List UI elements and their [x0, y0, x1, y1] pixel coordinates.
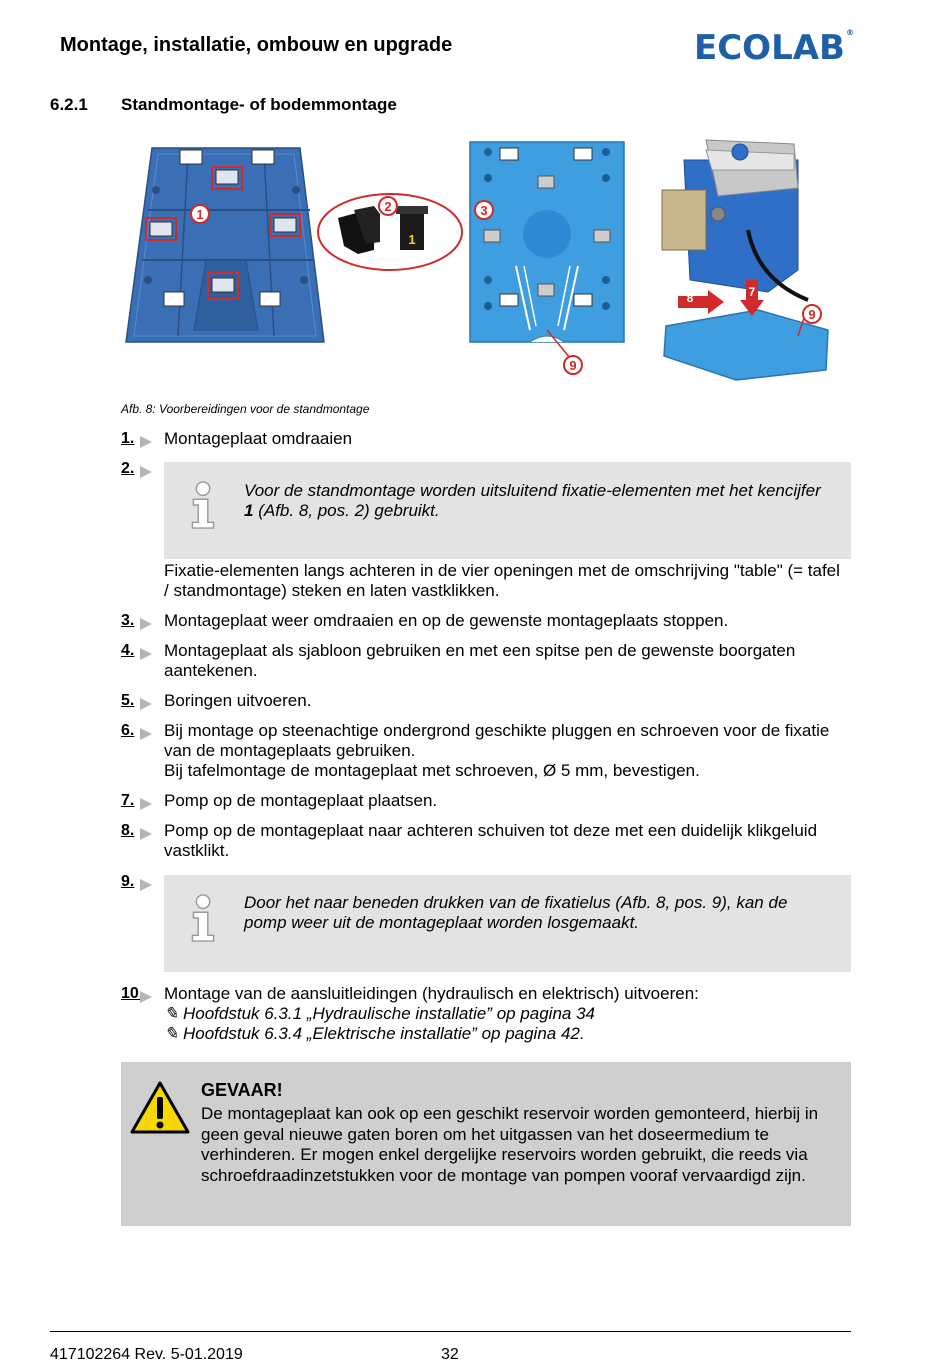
- section-number: 6.2.1: [50, 95, 88, 114]
- step-text: Pomp op de montageplaat naar achteren schuiven tot deze met een duidelijk klikgeluid vastklikt.: [164, 821, 818, 860]
- page-number: 32: [441, 1346, 459, 1363]
- ecolab-logo: ECOLAB®: [694, 28, 854, 68]
- step-text: Fixatie-elementen langs achteren in de vier openingen met de omschrijving "table" (= tafel / standmontage) steken en laten vastklikken.: [164, 561, 840, 600]
- callout-9-pump: 9: [808, 307, 816, 322]
- document-id: 417102264 Rev. 5-01.2019: [50, 1346, 243, 1363]
- link-icon: ✎: [164, 1004, 179, 1023]
- callout-7: 7: [748, 285, 756, 299]
- danger-text: De montageplaat kan ook op een geschikt reservoir worden gemonteerd, hierbij in geen geval nieuwe gaten boren om het uitgassen van het doseermedium te verhinderen. Er mogen enkel dergelijke reservoirs worden gebruikt, die reeds via schroefdraadinzetstukken voor de montage van pompen vooraf vervaardigd zijn.: [201, 1104, 819, 1185]
- step-text: Boringen uitvoeren.: [164, 691, 312, 710]
- figure-caption: Afb. 8: Voorbereidingen voor de standmontage: [121, 402, 370, 416]
- info-text: Door het naar beneden drukken van de fixatielus (Afb. 8, pos. 9), kan de pomp weer uit de montageplaat worden losgemaakt.: [244, 893, 788, 932]
- mounting-plate-front: [470, 142, 624, 374]
- step-text: Montageplaat omdraaien: [164, 429, 353, 448]
- step-number: 2.: [121, 460, 135, 477]
- step-text: Montage van de aansluitleidingen (hydraulisch en elektrisch) uitvoeren: ✎ Hoofdstuk 6.3.1 „Hydraulische installatie” op pagina 34 ✎ Hoofdstuk 6.3.4 „Elektrische installatie” op pagina 42.: [164, 984, 844, 1044]
- step-text: Bij montage op steenachtige ondergrond geschikte pluggen en schroeven voor de fixatie van de montageplaats gebruiken. Bij tafelmontage de montageplaat met schroeven, Ø 5 mm, bevestigen.: [164, 721, 830, 780]
- step-arrow-icon: [140, 648, 152, 660]
- step-arrow-icon: [140, 436, 152, 448]
- step-number: 1.: [121, 430, 135, 447]
- step-number: 3.: [121, 612, 135, 629]
- step-arrow-icon: [140, 618, 152, 630]
- step-arrow-icon: [140, 828, 152, 840]
- warning-triangle-icon: [129, 1080, 191, 1136]
- step-number: 10.: [121, 985, 144, 1002]
- callout-2: 2: [384, 199, 392, 214]
- step-arrow-icon: [140, 728, 152, 740]
- cross-reference-link[interactable]: ✎ Hoofdstuk 6.3.4 „Elektrische installatie” op pagina 42.: [164, 1024, 585, 1043]
- step-number: 5.: [121, 692, 135, 709]
- info-icon: [188, 480, 218, 530]
- info-icon: [188, 893, 218, 943]
- step-arrow-icon: [140, 466, 152, 478]
- step-number: 4.: [121, 642, 135, 659]
- figure-mounting-illustration: [118, 130, 838, 385]
- step-number: 6.: [121, 722, 135, 739]
- step-arrow-icon: [140, 991, 152, 1003]
- step-text: Montageplaat als sjabloon gebruiken en met een spitse pen de gewenste boorgaten aantekenen.: [164, 641, 796, 680]
- fixation-element-label: 1: [408, 232, 416, 247]
- info-box: [164, 462, 851, 559]
- info-box: [164, 875, 851, 972]
- pump-on-plate: [662, 140, 828, 380]
- section-title: Standmontage- of bodemmontage: [121, 95, 397, 114]
- footer-divider: [50, 1331, 851, 1332]
- page-header-title: Montage, installatie, ombouw en upgrade: [60, 34, 453, 56]
- callout-1: 1: [196, 207, 204, 222]
- info-text: Voor de standmontage worden uitsluitend fixatie-elementen met het kencijfer 1 (Afb. 8, pos. 2) gebruikt.: [244, 481, 821, 520]
- callout-8: 8: [686, 291, 694, 305]
- step-arrow-icon: [140, 698, 152, 710]
- step-text: Pomp op de montageplaat plaatsen.: [164, 791, 438, 810]
- step-number: 8.: [121, 822, 135, 839]
- cross-reference-link[interactable]: ✎ Hoofdstuk 6.3.1 „Hydraulische installatie” op pagina 34: [164, 1004, 596, 1023]
- link-icon: ✎: [164, 1024, 179, 1043]
- callout-3: 3: [480, 203, 488, 218]
- danger-box: [121, 1062, 851, 1226]
- fixation-elements-detail: [318, 194, 462, 270]
- step-text: Montageplaat weer omdraaien en op de gewenste montageplaats stoppen.: [164, 611, 729, 630]
- step-number: 7.: [121, 792, 135, 809]
- danger-title: GEVAAR!: [201, 1080, 283, 1100]
- mounting-plate-back: [126, 148, 324, 342]
- callout-9-plate: 9: [569, 358, 577, 373]
- step-number: 9.: [121, 873, 135, 890]
- step-arrow-icon: [140, 798, 152, 810]
- step-arrow-icon: [140, 879, 152, 891]
